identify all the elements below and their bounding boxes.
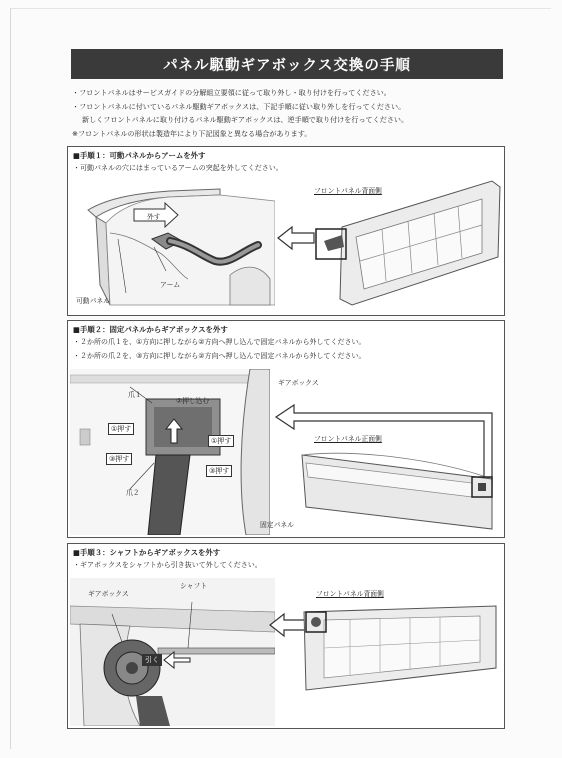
step2-label-front-side: フロントパネル正面側 [314, 435, 382, 443]
step3-label-shaft: シャフト [180, 582, 208, 590]
step1-closeup-illustration [70, 175, 275, 313]
page-title: パネル駆動ギアボックス交換の手順 [71, 49, 503, 79]
step2-instruction-2: ・２か所の爪２を、③方向に押しながら②方向へ押し込んで固定パネルから外してください。 [73, 352, 366, 360]
step3-label-gearbox: ギアボックス [88, 590, 129, 598]
step1-title: ■手順１：可動パネルからアームを外す [73, 151, 206, 160]
intro-note: ※フロントパネルの形状は製造年により下記図象と異なる場合があります。 [72, 128, 312, 138]
step1-label-arm: アーム [160, 281, 181, 289]
step1-label-back-side: フロントパネル背面側 [314, 187, 382, 195]
step1-panel-back-illustration [312, 177, 502, 311]
step3-box [67, 543, 505, 729]
step2-title: ■手順２：固定パネルからギアボックスを外す [73, 325, 228, 334]
step2-closeup-illustration [70, 369, 270, 535]
step2-label-gearbox: ギアボックス [278, 379, 319, 387]
step3-label-back-side: フロントパネル背面側 [316, 590, 384, 598]
step2-label-claw1: 爪１ [128, 391, 142, 399]
intro-line: ・フロントパネルはサービスガイドの分解組立要領に従って取り外し・取り付けを行ってください。 [72, 88, 391, 97]
step2-instruction-1: ・２か所の爪１を、①方向に押しながら②方向へ押し込んで固定パネルから外してください。 [73, 338, 366, 346]
step1-label-out: 外す [147, 213, 161, 221]
step3-panel-back-illustration [300, 602, 500, 694]
step2-label-claw2: 爪２ [126, 489, 140, 497]
step2-label-push3-right: ③押す [206, 465, 232, 477]
step2-label-push3-left: ③押す [106, 453, 132, 465]
step2-box [67, 320, 505, 538]
step1-label-movable-panel: 可動パネル [76, 297, 110, 305]
step3-closeup-illustration [70, 578, 275, 726]
step2-label-push1-left: ①押す [108, 423, 134, 435]
intro-line: 新しくフロントパネルに取り付けるパネル駆動ギアボックスは、逆手順で取り付けを行ってください。 [82, 115, 409, 125]
step2-label-push1-right: ①押す [208, 435, 234, 447]
step2-label-push-in: ②押し込む [176, 397, 210, 405]
step3-title: ■手順３：シャフトからギアボックスを外す [73, 548, 221, 557]
step2-label-fixed-panel: 固定パネル [260, 521, 294, 529]
arrow-left-icon [276, 225, 316, 251]
intro-line: ・フロントパネルに付いているパネル駆動ギアボックスは、下記手順に従い取り外しを行ってください。 [72, 101, 406, 111]
step3-label-pull: 引く [142, 654, 162, 666]
step2-panel-front-illustration [296, 443, 500, 531]
step3-instruction: ・ギアボックスをシャフトから引き抜いて外してください。 [73, 561, 262, 569]
step1-box [67, 146, 505, 316]
step1-instruction: ・可動パネルの穴にはまっているアームの突起を外してください。 [73, 164, 283, 172]
intro-notes [72, 86, 512, 140]
